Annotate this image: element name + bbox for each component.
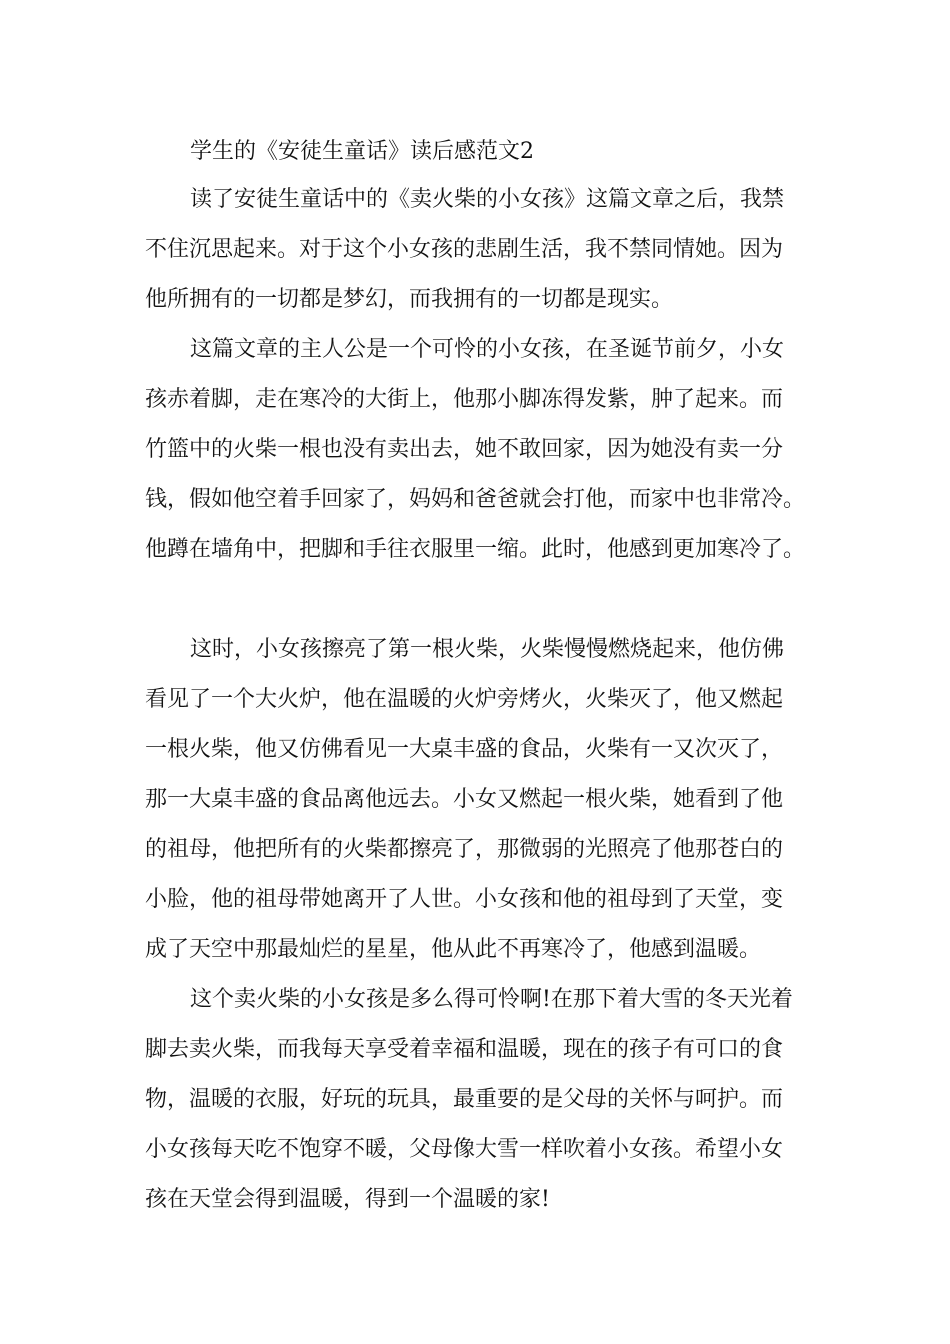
paragraph-4-line-1: 这个卖火柴的小女孩是多么得可怜啊!在那下着大雪的冬天光着 <box>190 987 793 1012</box>
paragraph-4-line-2: 脚去卖火柴，而我每天享受着幸福和温暖，现在的孩子有可口的食 <box>145 1037 784 1062</box>
paragraph-2-line-4: 钱，假如他空着手回家了，妈妈和爸爸就会打他，而家中也非常冷。 <box>145 487 806 512</box>
paragraph-1-line-3: 他所拥有的一切都是梦幻，而我拥有的一切都是现实。 <box>145 287 674 312</box>
document-title: 学生的《安徒生童话》读后感范文2 <box>190 139 534 164</box>
paragraph-3-line-2: 看见了一个大火炉，他在温暖的火炉旁烤火，火柴灭了，他又燃起 <box>145 687 784 712</box>
paragraph-3-line-6: 小脸，他的祖母带她离开了人世。小女孩和他的祖母到了天堂，变 <box>145 887 784 912</box>
paragraph-4-line-4: 小女孩每天吃不饱穿不暖，父母像大雪一样吹着小女孩。希望小女 <box>145 1137 784 1162</box>
paragraph-3-line-5: 的祖母，他把所有的火柴都擦亮了，那微弱的光照亮了他那苍白的 <box>145 837 784 862</box>
paragraph-4-line-5: 孩在天堂会得到温暖，得到一个温暖的家! <box>145 1187 550 1212</box>
paragraph-3-line-4: 那一大桌丰盛的食品离他远去。小女又燃起一根火柴，她看到了他 <box>145 787 784 812</box>
paragraph-4-line-3: 物，温暖的衣服，好玩的玩具，最重要的是父母的关怀与呵护。而 <box>145 1087 784 1112</box>
paragraph-3-line-7: 成了天空中那最灿烂的星星，他从此不再寒冷了，他感到温暖。 <box>145 937 762 962</box>
paragraph-1-line-2: 不住沉思起来。对于这个小女孩的悲剧生活，我不禁同情她。因为 <box>145 237 784 262</box>
paragraph-2-line-1: 这篇文章的主人公是一个可怜的小女孩，在圣诞节前夕，小女 <box>190 337 785 362</box>
paragraph-3-line-3: 一根火柴，他又仿佛看见一大桌丰盛的食品，火柴有一又次灭了， <box>145 737 784 762</box>
paragraph-1-line-1: 读了安徒生童话中的《卖火柴的小女孩》这篇文章之后，我禁 <box>190 187 785 212</box>
paragraph-2-line-5: 他蹲在墙角中，把脚和手往衣服里一缩。此时，他感到更加寒冷了。 <box>145 537 806 562</box>
paragraph-2-line-3: 竹篮中的火柴一根也没有卖出去，她不敢回家，因为她没有卖一分 <box>145 437 784 462</box>
paragraph-2-line-2: 孩赤着脚，走在寒冷的大街上，他那小脚冻得发紫，肿了起来。而 <box>145 387 784 412</box>
paragraph-3-line-1: 这时，小女孩擦亮了第一根火柴，火柴慢慢燃烧起来，他仿佛 <box>190 637 785 662</box>
